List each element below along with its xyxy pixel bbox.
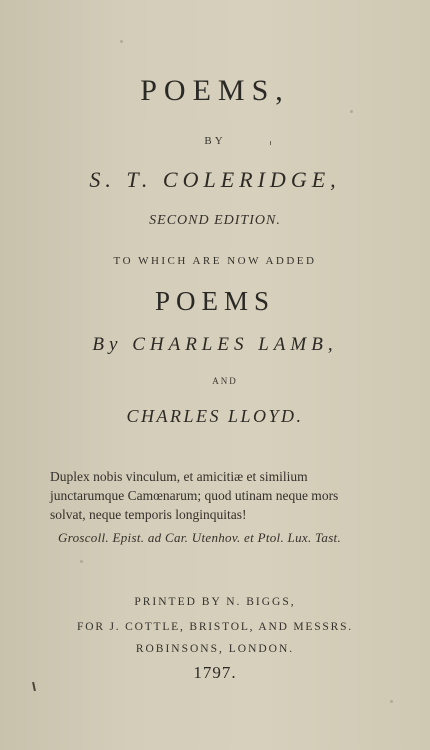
by-line: BY bbox=[204, 135, 226, 147]
imprint-location: ROBINSONS, LONDON. bbox=[135, 643, 295, 655]
epigraph-line: solvat, neque temporis longinquitas! bbox=[50, 507, 247, 522]
and-line: AND bbox=[212, 376, 238, 386]
book-title: POEMS, bbox=[140, 74, 290, 107]
foxing-spot bbox=[80, 560, 83, 563]
imprint-publisher: FOR J. COTTLE, BRISTOL, AND MESSRS. bbox=[77, 621, 353, 633]
epigraph bbox=[50, 467, 380, 524]
publication-year: 1797. bbox=[193, 663, 237, 682]
foxing-spot bbox=[120, 40, 123, 43]
epigraph-line: Duplex nobis vinculum, et amicitiæ et similium bbox=[50, 469, 308, 484]
added-intro: TO WHICH ARE NOW ADDED bbox=[113, 255, 317, 267]
edition-statement: SECOND EDITION. bbox=[149, 213, 281, 228]
foxing-spot bbox=[350, 110, 353, 113]
contributor-lamb: By CHARLES LAMB, bbox=[92, 334, 338, 355]
ink-speck bbox=[270, 141, 271, 145]
contributor-lloyd: CHARLES LLOYD. bbox=[126, 406, 304, 426]
epigraph-line: junctarumque Camœnarum; quod utinam neque mors bbox=[50, 488, 339, 503]
author-name: S. T. COLERIDGE, bbox=[89, 167, 341, 192]
imprint-printer: PRINTED BY N. BIGGS, bbox=[134, 596, 296, 608]
foxing-spot bbox=[390, 700, 393, 703]
epigraph-attribution: Groscoll. Epist. ad Car. Utenhov. et Ptol. Lux. Tast. bbox=[58, 530, 342, 545]
secondary-title: POEMS bbox=[154, 286, 276, 316]
ink-mark bbox=[32, 682, 36, 691]
